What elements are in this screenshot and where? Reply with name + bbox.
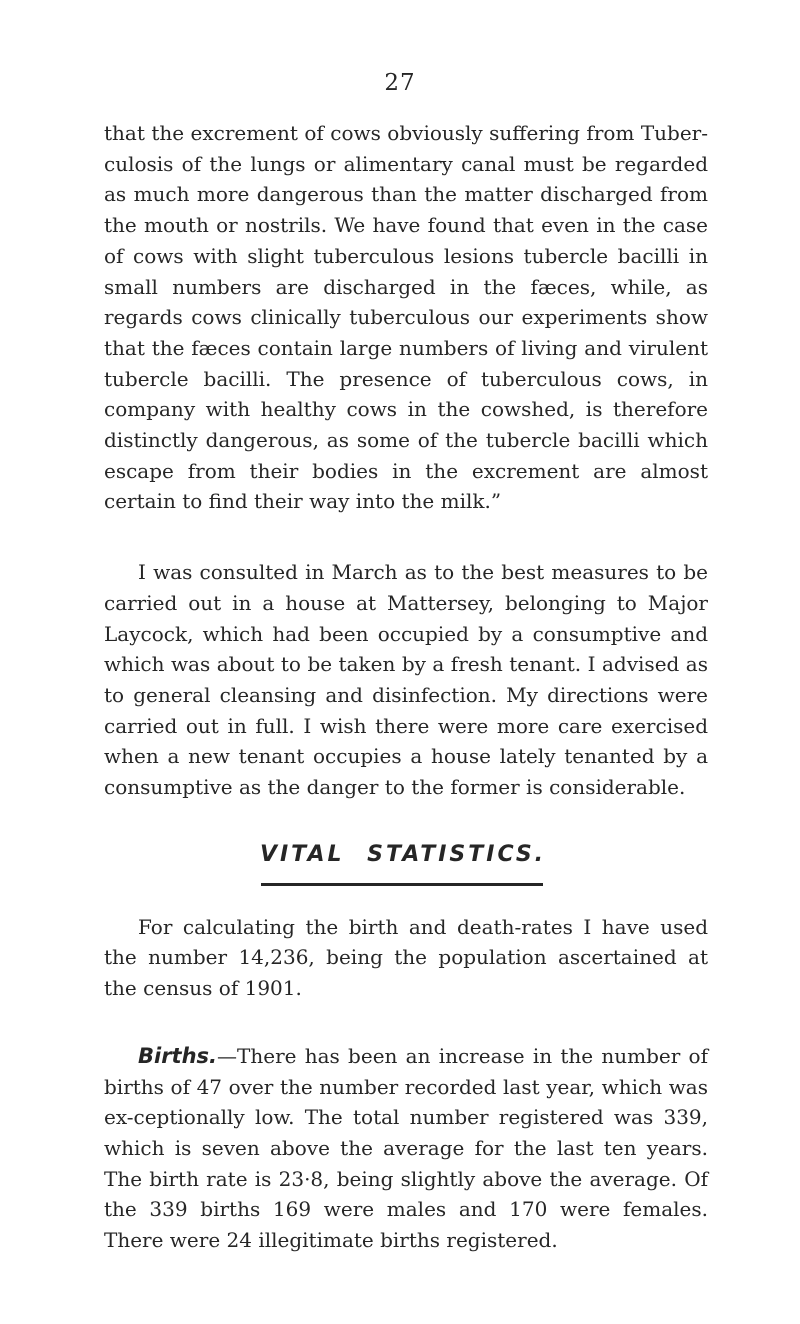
paragraph-mattersey-house: I was consulted in March as to the best measures to be carried out in a house at Mattersey, belonging to Major Laycock, which had been occupied by a consumptive and which was about to be taken by a fresh tenant. I advised as to general cleansing and disinfection. My directions were carried out in full. I wish there were more care exercised when a new tenant occupies a house lately tenanted by a consumptive as the danger to the former is considerable. bbox=[104, 560, 708, 800]
births-text: —There has been an increase in the number of births of 47 over the number recorded last year, which was ex-ceptionally low. The total number registered was 339, which is seven above the average for the last ten years. The birth rate is 23·8, being slightly above the average. Of the 339 births 169 were males and 170 were females. There were 24 illegitimate births registered. bbox=[104, 1043, 708, 1253]
paragraph-births bbox=[104, 1041, 708, 1256]
page-number: 27 bbox=[384, 70, 416, 96]
section-heading-block bbox=[104, 842, 708, 886]
births-run-in-heading: Births. bbox=[138, 1043, 218, 1068]
heading-underline bbox=[261, 883, 543, 886]
section-heading-vital-statistics: VITAL STATISTICS. bbox=[259, 841, 547, 867]
paragraph-tuberculosis-cows: that the excrement of cows obviously suffering from Tuber-culosis of the lungs or alimentary canal must be regarded as much more dangerous than the matter discharged from the mouth or nostrils. We have found that even in the case of cows with slight tuberculous lesions tubercle bacilli in small numbers are discharged in the fæces, while, as regards cows clinically tuberculous our experiments show that the fæces contain large numbers of living and virulent tubercle bacilli. The presence of tuberculous cows, in company with healthy cows in the cowshed, is therefore distinctly dangerous, as some of the tubercle bacilli which escape from their bodies in the excrement are almost certain to find their way into the milk.” bbox=[104, 121, 708, 514]
document-body bbox=[104, 118, 708, 1256]
paragraph-population: For calculating the birth and death-rates I have used the number 14,236, being the population ascertained at the census of 1901. bbox=[104, 914, 708, 1001]
